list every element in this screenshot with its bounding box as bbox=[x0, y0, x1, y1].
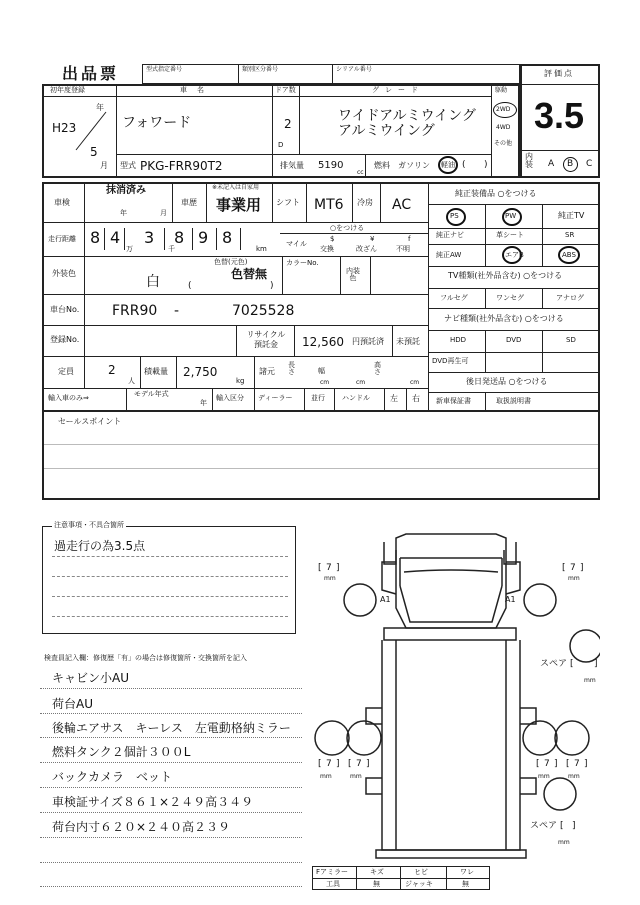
grade-label: グレード bbox=[372, 86, 424, 94]
recycle-label: リサイクル預託金 bbox=[246, 330, 286, 349]
recycle-status2: 未預託 bbox=[396, 337, 420, 346]
seats-label: 定員 bbox=[58, 367, 74, 376]
equip-item: ABS bbox=[562, 251, 576, 259]
ac-value: AC bbox=[392, 197, 412, 213]
shift-value: MT6 bbox=[314, 197, 344, 213]
damage-mark: A1 bbox=[505, 595, 516, 604]
chassis-prefix: FRR90 bbox=[112, 303, 158, 319]
mileage-exchange-mark: $ bbox=[330, 235, 335, 243]
vehicle-name: フォワード bbox=[122, 115, 192, 131]
mileage-digit: 8 bbox=[174, 228, 185, 247]
mileage-exchange: 交換 bbox=[320, 245, 334, 253]
tv-item: アナログ bbox=[556, 294, 584, 302]
tire-depth: 7 bbox=[574, 759, 580, 769]
inspection-label: 車検 bbox=[54, 198, 70, 207]
tire-depth: 7 bbox=[326, 563, 332, 573]
interior-c: C bbox=[586, 159, 593, 169]
bottom-cell: ジャッキ bbox=[405, 880, 433, 888]
equip-item: PS bbox=[450, 212, 459, 220]
tire-depth: 7 bbox=[544, 759, 550, 769]
mileage-digit: 4 bbox=[110, 228, 121, 247]
name-label: 車名 bbox=[180, 86, 214, 94]
load-unit: kg bbox=[236, 377, 245, 385]
fuel-label: 燃料 bbox=[374, 161, 390, 170]
mileage-digit: 8 bbox=[222, 228, 233, 247]
first-reg-year-unit: 年 bbox=[96, 103, 104, 112]
fuel-gas: ガソリン bbox=[398, 161, 430, 170]
equip-item: SR bbox=[565, 231, 575, 239]
inspector-line: バックカメラ ベット bbox=[52, 770, 173, 784]
mileage-digit: 9 bbox=[198, 228, 209, 247]
repaint-label: 色替(元色) bbox=[214, 258, 248, 266]
bottom-cell: 工具 bbox=[326, 880, 340, 888]
drive-2wd: 2WD bbox=[496, 106, 511, 113]
history-value: 事業用 bbox=[216, 196, 262, 214]
equip-item: 純正ナビ bbox=[436, 231, 464, 239]
doors-unit: D bbox=[278, 141, 284, 149]
rating-value: 3.5 bbox=[534, 95, 585, 136]
exterior-label: 外装色 bbox=[52, 269, 76, 278]
handle-left: 左 bbox=[390, 394, 398, 403]
model-year-unit: 年 bbox=[200, 399, 207, 407]
dvd-label: DVD再生可 bbox=[432, 357, 469, 365]
recycle-status1: 円預託済 bbox=[352, 337, 384, 346]
equip-item: 革シート bbox=[496, 231, 524, 239]
displacement-unit: cc bbox=[357, 169, 364, 176]
tire-depth: 7 bbox=[570, 563, 576, 573]
repaint-close: ) bbox=[270, 281, 274, 291]
model-label: 型式 bbox=[120, 161, 136, 170]
after-item: 新車保証書 bbox=[436, 397, 471, 405]
mileage-tampered-mark: ¥ bbox=[370, 235, 375, 243]
type-cert-label: 型式指定番号 bbox=[146, 66, 183, 73]
class-label: 類別区分番号 bbox=[242, 66, 279, 73]
first-reg-label: 初年度登録 bbox=[50, 86, 85, 94]
recycle-value: 12,560 bbox=[302, 335, 344, 349]
length-label: 長さ bbox=[288, 361, 295, 376]
fuel-open: ( bbox=[462, 160, 466, 170]
import-parallel: 並行 bbox=[311, 394, 325, 402]
sheet-title: 出品票 bbox=[62, 64, 120, 83]
mileage-unknown-mark: f bbox=[408, 235, 411, 243]
drive-other: その他 bbox=[494, 140, 513, 147]
chassis-label: 車台No. bbox=[50, 305, 80, 314]
navi-item: SD bbox=[566, 336, 576, 344]
history-note: ※未記入は自家用 bbox=[212, 184, 260, 191]
tv-item: ワンセグ bbox=[496, 294, 524, 302]
mileage-digit: 3 bbox=[144, 228, 155, 247]
seats-unit: 人 bbox=[128, 377, 135, 385]
mileage-man: 万 bbox=[126, 245, 133, 253]
mileage-label: 走行距離 bbox=[48, 235, 76, 243]
interior-label: 内装 bbox=[525, 152, 533, 169]
bottom-header: キズ bbox=[370, 868, 384, 876]
model-year-label: モデル年式 bbox=[134, 390, 169, 398]
equip-item: 純正TV bbox=[558, 211, 585, 220]
registration-label: 登録No. bbox=[50, 335, 80, 344]
first-reg-month: 5 bbox=[90, 145, 98, 159]
after-item: 取扱説明書 bbox=[496, 397, 531, 405]
import-class-label: 輸入区分 bbox=[216, 394, 244, 402]
dims-label: 諸元 bbox=[259, 367, 275, 376]
repaint-value: 色替無 bbox=[231, 267, 268, 281]
tv-item: フルセグ bbox=[440, 294, 468, 302]
doors-label: ドア数 bbox=[275, 86, 296, 94]
width-unit: cm bbox=[356, 379, 366, 386]
equip-item: エアB bbox=[505, 251, 524, 259]
width-label: 幅 bbox=[318, 367, 325, 375]
notes-label: 注意事項・不具合箇所 bbox=[54, 521, 124, 529]
chassis-dash: - bbox=[174, 303, 180, 319]
grade-line2: アルミウイング bbox=[338, 123, 435, 139]
mileage-tampered: 改ざん bbox=[356, 245, 377, 253]
bottom-cell: 無 bbox=[373, 880, 380, 888]
bottom-header: Fアミラー bbox=[316, 868, 349, 876]
import-label: 輸入車のみ⇒ bbox=[48, 394, 89, 402]
tv-header: TV種類(社外品含む) ○をつける bbox=[448, 271, 563, 280]
exterior-value: 白 bbox=[146, 274, 160, 290]
displacement-label: 排気量 bbox=[280, 161, 304, 170]
length-unit: cm bbox=[320, 379, 330, 386]
equip-item: 純正AW bbox=[436, 251, 462, 259]
notes-line: 過走行の為3.5点 bbox=[54, 539, 146, 553]
shift-label: シフト bbox=[276, 198, 300, 207]
equipment-header: 純正装備品 ○をつける bbox=[455, 189, 537, 198]
mileage-unknown: 不明 bbox=[396, 245, 410, 253]
rating-label: 評価点 bbox=[544, 69, 574, 78]
mileage-circle-note: ○をつける bbox=[330, 224, 365, 232]
navi-item: HDD bbox=[450, 336, 467, 344]
inspector-line: 燃料タンク２個計３００L bbox=[52, 745, 191, 759]
history-label: 車歴 bbox=[181, 198, 197, 207]
tire-depth: 7 bbox=[326, 759, 332, 769]
first-reg-month-unit: 月 bbox=[100, 161, 108, 170]
navi-header: ナビ種類(社外品含む) ○をつける bbox=[444, 314, 564, 323]
inspection-month-unit: 月 bbox=[160, 209, 167, 217]
height-unit: cm bbox=[410, 379, 420, 386]
bottom-header: ヒビ bbox=[414, 868, 428, 876]
mileage-km: km bbox=[256, 245, 267, 253]
truck-diagram bbox=[300, 528, 600, 864]
load-value: 2,750 bbox=[183, 365, 218, 379]
chassis-number: 7025528 bbox=[232, 303, 295, 319]
seats-value: 2 bbox=[108, 363, 116, 377]
inspection-value: 抹消済み bbox=[106, 185, 146, 196]
handle-label: ハンドル bbox=[342, 394, 370, 402]
sales-point-label: セールスポイント bbox=[58, 417, 122, 426]
serial-label: シリアル番号 bbox=[336, 66, 372, 73]
mileage-digit: 8 bbox=[90, 228, 101, 247]
import-dealer: ディーラー bbox=[258, 394, 293, 402]
damage-mark: A1 bbox=[380, 595, 391, 604]
inspector-line: キャビン小AU bbox=[52, 671, 129, 685]
mileage-digits bbox=[84, 222, 276, 256]
bottom-header: ワレ bbox=[460, 868, 474, 876]
color-no-label: カラーNo. bbox=[286, 259, 319, 267]
bottom-cell: 無 bbox=[462, 880, 469, 888]
interior-color-label: 内装色 bbox=[346, 267, 360, 282]
mileage-sen: 千 bbox=[168, 245, 175, 253]
interior-b: B bbox=[567, 159, 574, 169]
drive-4wd: 4WD bbox=[496, 124, 511, 131]
inspector-line: 荷台内寸６２０×２４０高２３９ bbox=[52, 820, 231, 834]
load-label: 積載量 bbox=[144, 367, 168, 376]
mileage-mile: マイル bbox=[286, 240, 307, 248]
height-label: 高さ bbox=[374, 361, 381, 376]
inspector-label: 検査員記入欄：修復歴「有」の場合は修復箇所・交換箇所を記入 bbox=[44, 654, 247, 662]
ac-label: 冷房 bbox=[357, 198, 373, 207]
fuel-diesel: 軽油 bbox=[441, 161, 455, 169]
after-header: 後日発送品 ○をつける bbox=[466, 377, 548, 386]
equip-item: PW bbox=[505, 212, 517, 220]
handle-right: 右 bbox=[412, 394, 420, 403]
interior-a: A bbox=[548, 159, 555, 169]
inspection-year-unit: 年 bbox=[120, 209, 127, 217]
model-value: PKG-FRR90T2 bbox=[140, 159, 223, 173]
tire-depth: 7 bbox=[356, 759, 362, 769]
doors-value: 2 bbox=[284, 117, 292, 131]
displacement-value: 5190 bbox=[318, 160, 344, 171]
inspector-line: 後輪エアサス キーレス 左電動格納ミラー bbox=[52, 721, 291, 735]
navi-item: DVD bbox=[506, 336, 522, 344]
inspector-line: 車検証サイズ８６１×２４９高３４９ bbox=[52, 795, 254, 809]
drive-label: 駆動 bbox=[495, 87, 508, 94]
grade-line1: ワイドアルミウイング bbox=[338, 108, 476, 124]
fuel-close: ) bbox=[484, 160, 488, 170]
repaint-open: ( bbox=[188, 281, 192, 291]
header-id-box bbox=[142, 64, 520, 84]
first-reg-era-year: H23 bbox=[52, 121, 77, 135]
inspector-line: 荷台AU bbox=[52, 697, 93, 711]
